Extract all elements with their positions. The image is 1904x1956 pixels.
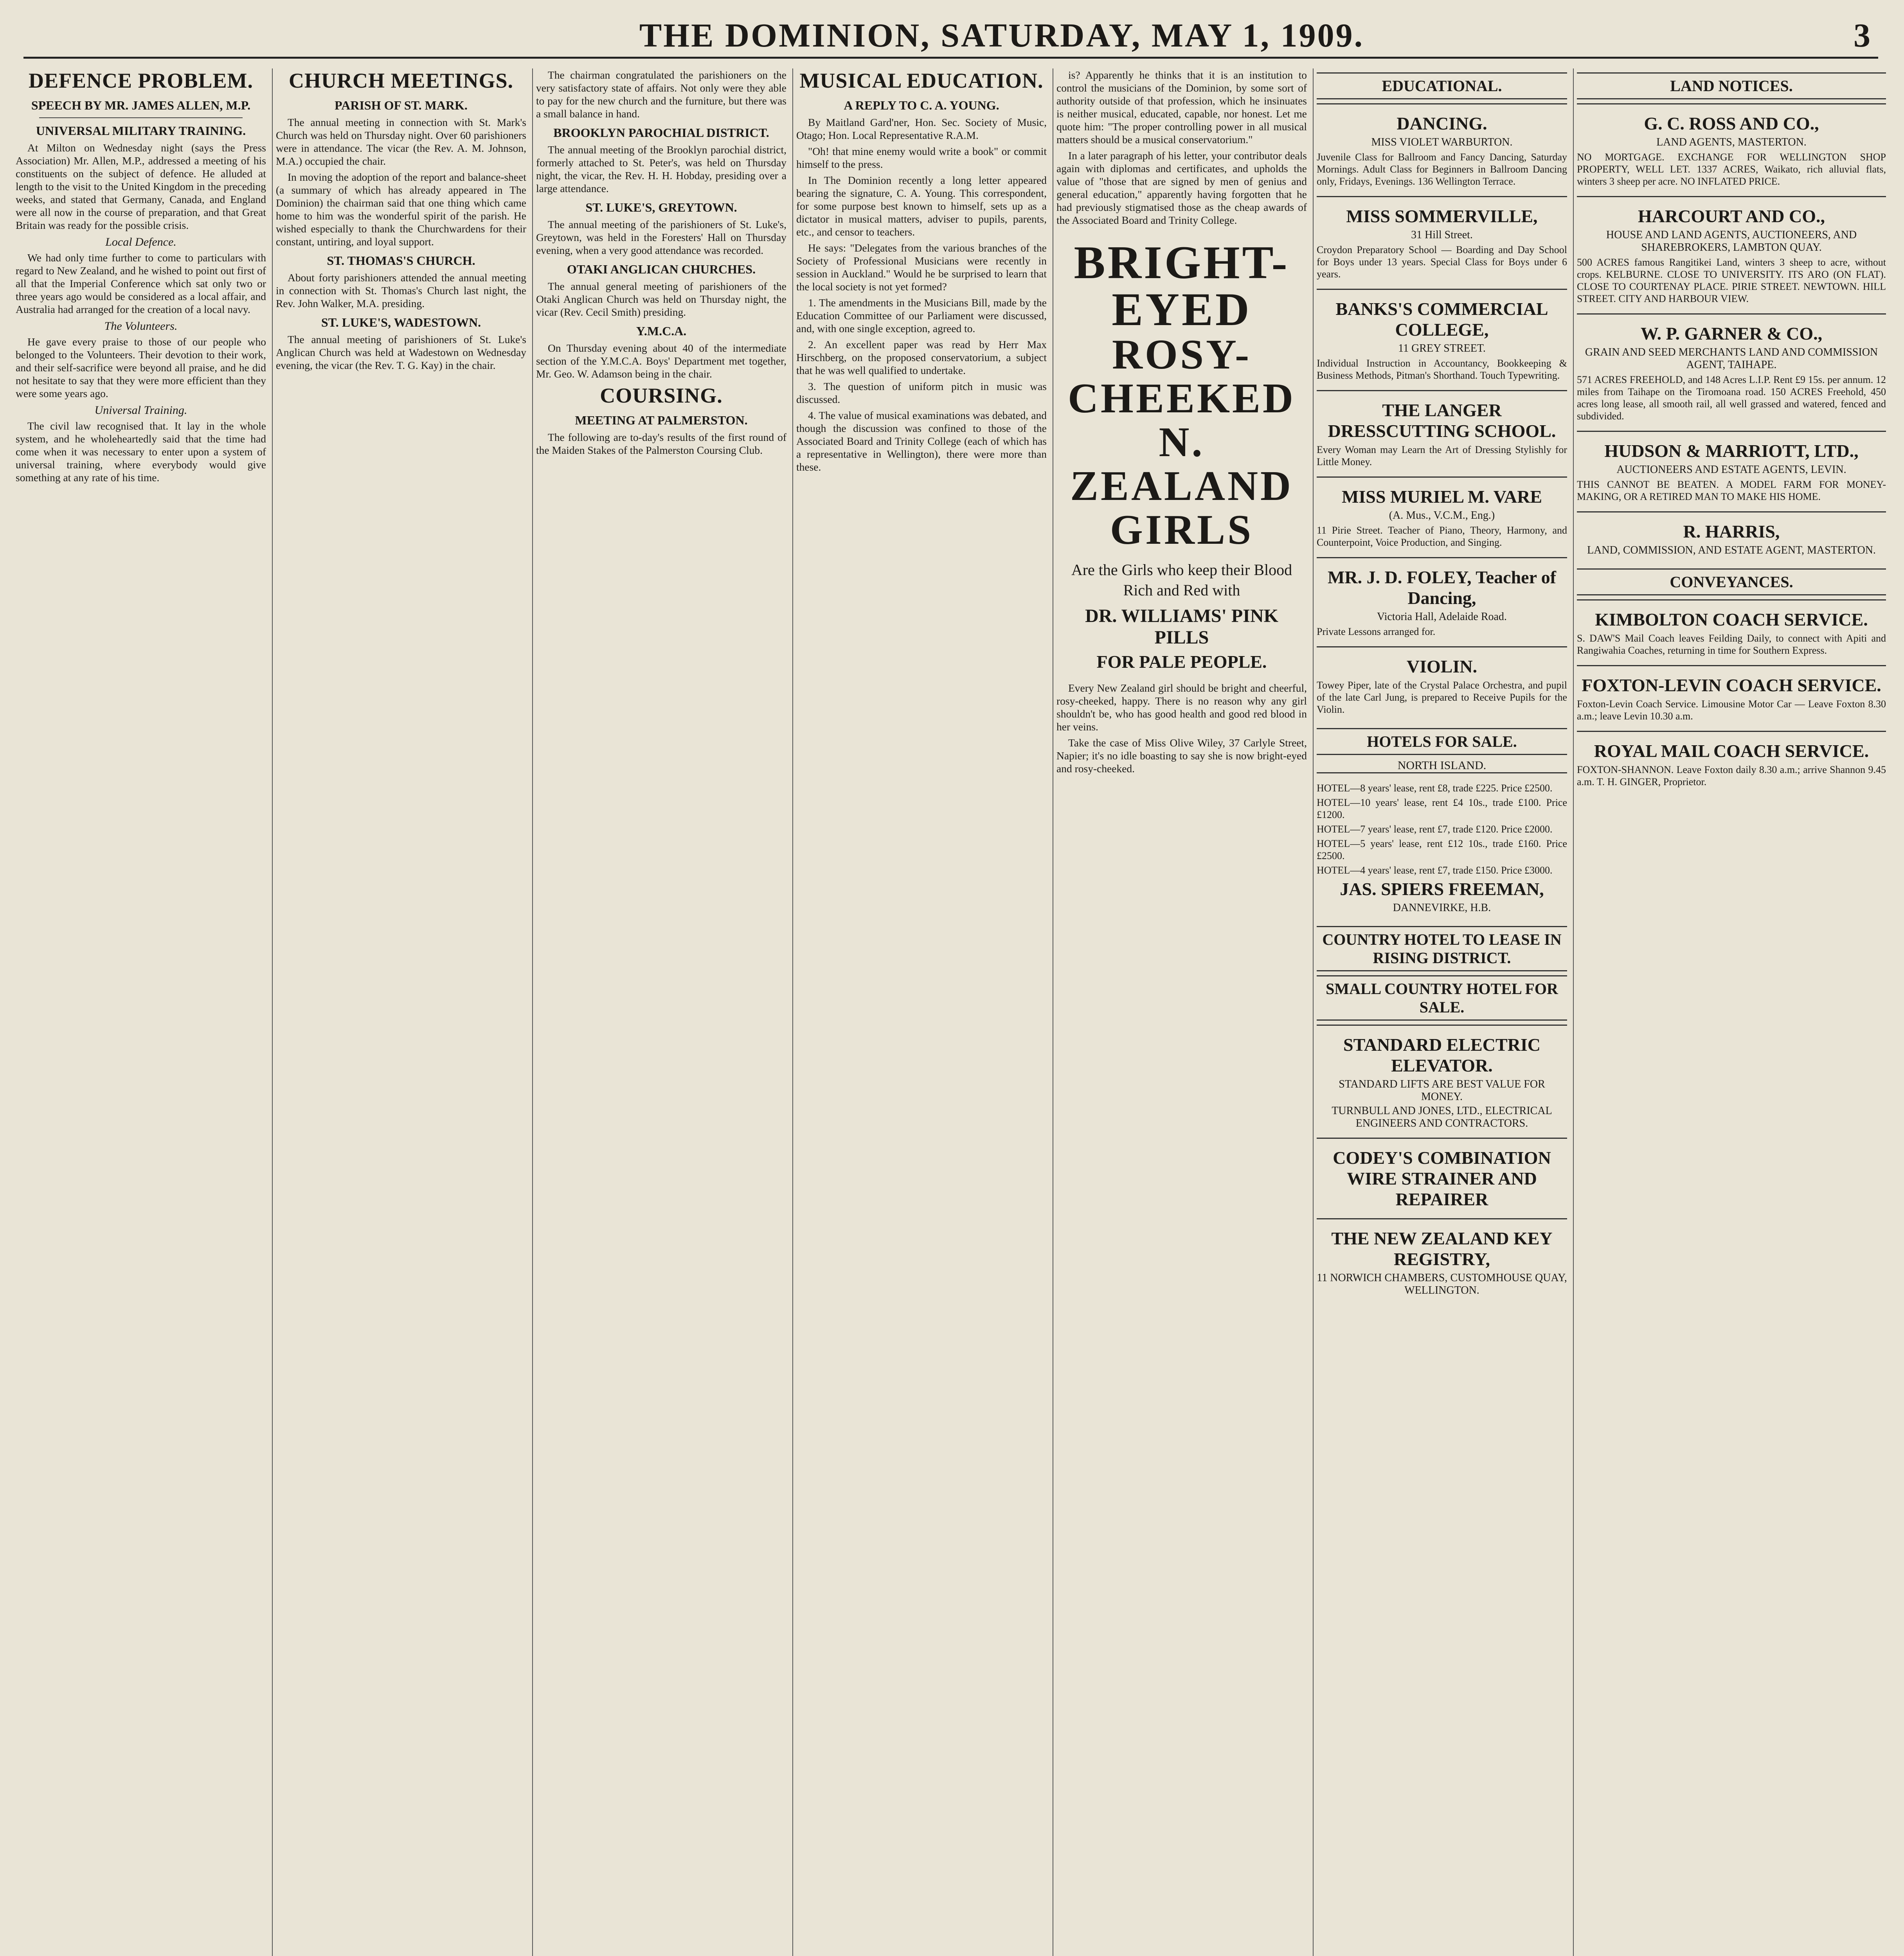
paragraph: The chairman congratulated the parishioners on the very satisfactory state of affairs. Not only were they able to pay for the new church and the furniture, but there was a small balance in hand. <box>536 69 786 120</box>
ad-product-name: DR. WILLIAMS' PINK PILLS <box>1085 606 1278 648</box>
ad-headline: N. ZEALAND GIRLS <box>1070 419 1294 553</box>
hotel-listings <box>1317 772 1567 922</box>
ad-name: VIOLIN. <box>1406 656 1477 676</box>
paragraph: The following are to-day's results of the first round of the Maiden Stakes of the Palmerston Coursing Club. <box>536 431 786 456</box>
classified-ad <box>1317 557 1567 646</box>
ad-name: THE LANGER DRESSCUTTING SCHOOL. <box>1328 400 1556 441</box>
paragraph: The civil law recognised that. It lay in the whole system, and he wholeheartedly said that the time had come when it was necessary to enter upon a system of universal training, where everybody would give something at any rate of his time. <box>16 420 266 484</box>
hotel-listing: HOTEL—5 years' lease, rent £12 10s., trade £160. Price £2500. <box>1317 838 1567 861</box>
divider <box>39 117 243 118</box>
ad-name: G. C. ROSS AND CO., <box>1644 113 1819 133</box>
ad-name: STANDARD ELECTRIC ELEVATOR. <box>1343 1035 1540 1075</box>
paragraph: At Milton on Wednesday night (says the Press Association) Mr. Allen, M.P., addressed a meeting of his constituents on the subject of defence. He alluded at length to the visit to the United Kingdom in the preceding weeks, and stated that Germany, Canada, and England were all now in the course of preparation, and that Great Britain was ready for the possible crisis. <box>16 142 266 231</box>
ad-headline: ROSY-CHEEKED <box>1067 331 1296 422</box>
article-subheadline: Y.M.C.A. <box>636 324 687 338</box>
section-header: HOTELS FOR SALE. <box>1317 728 1567 755</box>
ad-subtitle: Victoria Hall, Adelaide Road. <box>1377 611 1507 623</box>
land-advertisement <box>1577 431 1886 511</box>
agent-location: DANNEVIRKE, H.B. <box>1393 902 1491 914</box>
article-kicker: UNIVERSAL MILITARY TRAINING. <box>36 124 246 138</box>
column-classifieds <box>1317 68 1567 1956</box>
ad-headline: BRIGHT-EYED <box>1074 236 1290 335</box>
article-subheadline: OTAKI ANGLICAN CHURCHES. <box>567 262 756 276</box>
article-headline: MUSICAL EDUCATION. <box>799 69 1044 92</box>
ad-tagline: Are the Girls who keep their Blood Rich and Red with <box>1071 561 1292 599</box>
ad-body: Private Lessons arranged for. <box>1317 626 1436 637</box>
coach-advertisement <box>1577 731 1886 796</box>
coach-advertisement <box>1577 599 1886 665</box>
classified-ad <box>1317 476 1567 557</box>
ad-name: R. HARRIS, <box>1683 521 1780 541</box>
pink-pills-advertisement <box>1056 230 1307 681</box>
column-divider <box>792 68 793 1956</box>
ad-body: Foxton-Levin Coach Service. Limousine Motor Car — Leave Foxton 8.30 a.m.; leave Levin 10.30 a.m. <box>1577 698 1886 722</box>
classified-ad <box>1317 289 1567 390</box>
agent-name: JAS. SPIERS FREEMAN, <box>1340 879 1544 899</box>
hotel-listing: HOTEL—7 years' lease, rent £7, trade £120. Price £2000. <box>1317 823 1553 835</box>
article-subheadline: ST. LUKE'S, GREYTOWN. <box>585 200 737 214</box>
paragraph: The annual meeting of the Brooklyn parochial district, formerly attached to St. Peter's, was held on Thursday night, the vicar, the Rev. H. H. Hobday, presiding over a large attendance. <box>536 144 786 194</box>
ad-name: DANCING. <box>1397 113 1487 133</box>
ad-name: W. P. GARNER & CO., <box>1640 324 1823 343</box>
column-defence <box>16 68 266 1956</box>
article-subheadline: MEETING AT PALMERSTON. <box>575 413 748 427</box>
ad-body: Croydon Preparatory School — Boarding and Day School for Boys under 13 years. Special Class for Boys under 6 years. <box>1317 244 1567 280</box>
wire-strainer-advertisement <box>1317 1138 1567 1218</box>
section-subhead: Local Defence. <box>105 236 176 248</box>
coach-advertisement <box>1577 665 1886 731</box>
section-header: CONVEYANCES. <box>1577 568 1886 595</box>
page-number: 3 <box>1854 16 1870 54</box>
section-header: COUNTRY HOTEL TO LEASE IN RISING DISTRICT. <box>1317 926 1567 971</box>
masthead <box>23 12 1878 63</box>
section-subhead: The Volunteers. <box>104 320 178 333</box>
ad-subtitle: STANDARD LIFTS ARE BEST VALUE FOR MONEY. <box>1339 1078 1545 1103</box>
ad-body: NO MORTGAGE. EXCHANGE FOR WELLINGTON SHOP PROPERTY, WELL LET. 1337 ACRES, Waikato, rich alluvial flats, winters 3 sheep per acre. NO INFLATED PRICE. <box>1577 151 1886 187</box>
ad-subtitle: 31 Hill Street. <box>1411 229 1473 241</box>
article-headline: COURSING. <box>600 384 723 407</box>
paragraph: The annual meeting of parishioners of St. Luke's Anglican Church was held at Wadestown on Wednesday evening, the vicar (the Rev. T. G. Kay) in the chair. <box>276 333 526 371</box>
ad-body: 571 ACRES FREEHOLD, and 148 Acres L.I.P. Rent £9 15s. per annum. 12 miles from Taihape on the Tiromoana road. 150 ACRES Freehold, 450 acres long lease, all smooth rail, all well grassed and watered, fenced and subdivided. <box>1577 374 1886 422</box>
ad-name: KIMBOLTON COACH SERVICE. <box>1595 609 1868 629</box>
paragraph: He says: "Delegates from the various branches of the Society of Professional Musicians were recently in session in Auckland." Would he be surprised to learn that the local society is not yet formed? <box>796 242 1047 293</box>
paragraph: 4. The value of musical examinations was debated, and though the discussion was confined to those of the Associated Board and Trinity College (each of which has a representative in Wellington), there were more than these. <box>796 409 1047 473</box>
paragraph: In a later paragraph of his letter, your contributor deals again with diplomas and certificates, and upholds the value of "those that are signed by men of genius and general education," apparently having forgotten that he had previously stigmatised those as the cheap awards of the Associated Board and Trinity College. <box>1056 149 1307 226</box>
ad-body: Every Woman may Learn the Art of Dressing Stylishly for Little Money. <box>1317 444 1567 467</box>
ad-name: FOXTON-LEVIN COACH SERVICE. <box>1582 675 1881 695</box>
ad-subtitle: (A. Mus., V.C.M., Eng.) <box>1389 509 1495 521</box>
classified-ad <box>1317 103 1567 196</box>
paragraph: Every New Zealand girl should be bright and cheerful, rosy-cheeked, happy. There is no reason why any girl shouldn't be, who has good health and good red blood in her veins. <box>1056 682 1307 733</box>
article-subheadline: PARISH OF ST. MARK. <box>335 98 468 112</box>
ad-body: THIS CANNOT BE BEATEN. A MODEL FARM FOR MONEY-MAKING, OR A RETIRED MAN TO MAKE HIS HOME. <box>1577 479 1886 502</box>
ad-subtitle: 11 GREY STREET. <box>1398 342 1486 354</box>
land-advertisement <box>1577 511 1886 565</box>
paragraph: We had only time further to come to particulars with regard to New Zealand, and he wished to point out first of all that the Imperial Conference which sat only two or three years ago would be considered as a local affair, and Australia had arranged for the creation of a local navy. <box>16 252 266 315</box>
land-advertisement <box>1577 313 1886 431</box>
paragraph: is? Apparently he thinks that it is an institution to control the musicians of the Dominion, by some sort of authority outside of that profession, which he insinuates is neither musical, educated, capable, nor honest. Let me quote him: "The proper controlling power in all musical matters should be a musical conservatorium." <box>1056 69 1307 146</box>
ad-body: FOXTON-SHANNON. Leave Foxton daily 8.30 a.m.; arrive Shannon 9.45 a.m. T. H. GINGER, Proprietor. <box>1577 764 1886 787</box>
ad-body: 11 Pirie Street. Teacher of Piano, Theory, Harmony, and Counterpoint, Voice Production, and Singing. <box>1317 525 1567 548</box>
article-headline: CHURCH MEETINGS. <box>288 69 514 92</box>
ad-name: MR. J. D. FOLEY, Teacher of Dancing, <box>1328 567 1556 608</box>
ad-subtitle: HOUSE AND LAND AGENTS, AUCTIONEERS, AND SHAREBROKERS, LAMBTON QUAY. <box>1606 229 1857 253</box>
land-advertisement <box>1577 103 1886 196</box>
classified-ad <box>1317 196 1567 289</box>
section-header: SMALL COUNTRY HOTEL FOR SALE. <box>1317 975 1567 1021</box>
section-header: LAND NOTICES. <box>1577 72 1886 99</box>
ad-name: HUDSON & MARRIOTT, LTD., <box>1604 441 1859 461</box>
ad-name: CODEY'S COMBINATION WIRE STRAINER AND REPAIRER <box>1333 1148 1551 1209</box>
ad-body: 500 ACRES famous Rangitikei Land, winters 3 sheep to acre, without crops. KELBURNE. CLOSE TO UNIVERSITY. ITS ARO (ON FLAT). CLOSE TO COURTENAY PLACE. PIRIE STREET. NEWTOWN. HILL STREET. CITY AND HARBOUR VIEW. <box>1577 257 1886 304</box>
column-divider <box>1573 68 1574 1956</box>
section-subhead: Universal Training. <box>94 404 187 417</box>
ad-body: Juvenile Class for Ballroom and Fancy Dancing, Saturday Mornings. Adult Class for Beginners in Ballroom Dancing only, Fridays, Evenings. 136 Wellington Terrace. <box>1317 151 1567 187</box>
paragraph: 3. The question of uniform pitch in music was discussed. <box>796 380 1047 405</box>
classified-ad <box>1317 390 1567 476</box>
article-subheadline: SPEECH BY MR. JAMES ALLEN, M.P. <box>31 98 251 112</box>
byline: By Maitland Gard'ner, Hon. Sec. Society of Music, Otago; Hon. Local Representative R.A.M. <box>796 116 1047 141</box>
masthead-rule <box>23 57 1878 59</box>
article-subheadline: ST. THOMAS'S CHURCH. <box>327 253 475 268</box>
column-church-meetings <box>276 68 526 1956</box>
paragraph: About forty parishioners attended the annual meeting in connection with St. Thomas's Church last night, the Rev. John Walker, M.A. presiding. <box>276 271 526 309</box>
paragraph: The annual meeting in connection with St. Mark's Church was held on Thursday night. Over 60 parishioners were in attendance. The vicar (the Rev. A. M. Johnson, M.A.) occupied the chair. <box>276 116 526 167</box>
hotel-listing: HOTEL—4 years' lease, rent £7, trade £150. Price £3000. <box>1317 865 1553 876</box>
section-subheader: NORTH ISLAND. <box>1397 759 1486 772</box>
ad-name: ROYAL MAIL COACH SERVICE. <box>1594 741 1869 761</box>
column-pink-pills <box>1056 68 1307 1956</box>
article-subheadline: BROOKLYN PAROCHIAL DISTRICT. <box>553 126 769 140</box>
ad-agents: TURNBULL AND JONES, LTD., ELECTRICAL ENGINEERS AND CONTRACTORS. <box>1332 1105 1552 1129</box>
paragraph: In The Dominion recently a long letter appeared bearing the signature, C. A. Young. This correspondent, for some purpose best known to himself, sets up as a dictator in musical matters, adviser to pupils, parents, etc., and censor to teachers. <box>796 174 1047 238</box>
article-subheadline: ST. LUKE'S, WADESTOWN. <box>321 315 481 329</box>
ad-subtitle: GRAIN AND SEED MERCHANTS LAND AND COMMISSION AGENT, TAIHAPE. <box>1585 346 1878 371</box>
ad-subtitle: AUCTIONEERS AND ESTATE AGENTS, LEVIN. <box>1616 464 1846 476</box>
column-divider <box>532 68 533 1956</box>
ad-name: BANKS'S COMMERCIAL COLLEGE, <box>1335 299 1548 340</box>
paragraph: Take the case of Miss Olive Wiley, 37 Carlyle Street, Napier; it's no idle boasting to say she is now bright-eyed and rosy-cheeked. <box>1056 737 1307 775</box>
paragraph: The annual meeting of the parishioners of St. Luke's, Greytown, was held in the Foresters' Hall on Thursday evening, when a very good attendance was recorded. <box>536 218 786 256</box>
paragraph: He gave every praise to those of our people who belonged to the Volunteers. Their devotion to their work, and their self-sacrifice were beyond all praise, and he did not hesitate to say that they were more efficient than they were some years ago. <box>16 336 266 399</box>
ad-body: S. DAW'S Mail Coach leaves Feilding Daily, to connect with Apiti and Rangiwahia Coaches, returning in time for Southern Express. <box>1577 633 1886 656</box>
ad-body: Individual Instruction in Accountancy, Bookkeeping & Business Methods, Pitman's Shorthand. Touch Typewriting. <box>1317 358 1567 381</box>
ad-subtitle: MISS VIOLET WARBURTON. <box>1371 136 1513 148</box>
article-headline: DEFENCE PROBLEM. <box>28 69 254 92</box>
hotel-listing: HOTEL—10 years' lease, rent £4 10s., trade £100. Price £1200. <box>1317 797 1567 820</box>
ad-subtitle: 11 NORWICH CHAMBERS, CUSTOMHOUSE QUAY, WELLINGTON. <box>1317 1272 1567 1296</box>
column-land-notices <box>1577 68 1886 1956</box>
ad-subtitle: LAND, COMMISSION, AND ESTATE AGENT, MASTERTON. <box>1587 544 1876 556</box>
article-subheadline: A REPLY TO C. A. YOUNG. <box>844 98 999 112</box>
elevator-advertisement <box>1317 1025 1567 1138</box>
section-header: EDUCATIONAL. <box>1317 72 1567 99</box>
ad-subtitle: LAND AGENTS, MASTERTON. <box>1656 136 1807 148</box>
paragraph: On Thursday evening about 40 of the intermediate section of the Y.M.C.A. Boys' Department met together, Mr. Geo. W. Adamson being in the chair. <box>536 342 786 380</box>
paragraph: "Oh! that mine enemy would write a book" or commit himself to the press. <box>796 145 1047 170</box>
hotel-listing: HOTEL—8 years' lease, rent £8, trade £225. Price £2500. <box>1317 782 1553 794</box>
column-divider <box>1313 68 1314 1956</box>
column-divider <box>272 68 273 1956</box>
classified-ad <box>1317 646 1567 724</box>
paragraph: 1. The amendments in the Musicians Bill, made by the Education Committee of our Parliament were discussed, and, with one single exception, agreed to. <box>796 297 1047 334</box>
ad-name: HARCOURT AND CO., <box>1638 206 1825 226</box>
ad-name: MISS MURIEL M. VARE <box>1341 487 1542 507</box>
paragraph: 2. An excellent paper was read by Herr Max Hirschberg, on the proposed conservatorium, a subject that he was well qualified to undertake. <box>796 338 1047 376</box>
ad-name: THE NEW ZEALAND KEY REGISTRY, <box>1331 1228 1553 1269</box>
paragraph: In moving the adoption of the report and balance-sheet (a summary of which has already appeared in The Dominion) the chairman said that one thing which came home to him was the wonderful spirit of the parish. He wished especially to thank the Churchwardens for their constant, untiring, and loyal support. <box>276 171 526 248</box>
paragraph: The annual general meeting of parishioners of the Otaki Anglican Church was held on Thursday night, the vicar (Rev. Cecil Smith) presiding. <box>536 280 786 318</box>
ad-name: MISS SOMMERVILLE, <box>1346 206 1538 226</box>
ad-product-subtitle: FOR PALE PEOPLE. <box>1096 652 1267 672</box>
land-advertisement <box>1577 196 1886 313</box>
ad-body: Towey Piper, late of the Crystal Palace Orchestra, and pupil of the late Carl Jung, is prepared to Receive Pupils for the Violin. <box>1317 680 1567 715</box>
column-musical-education <box>796 68 1047 1956</box>
key-registry-advertisement <box>1317 1218 1567 1305</box>
column-church-continued <box>536 68 786 1956</box>
masthead-title: THE DOMINION, SATURDAY, MAY 1, 1909. <box>639 16 1364 54</box>
